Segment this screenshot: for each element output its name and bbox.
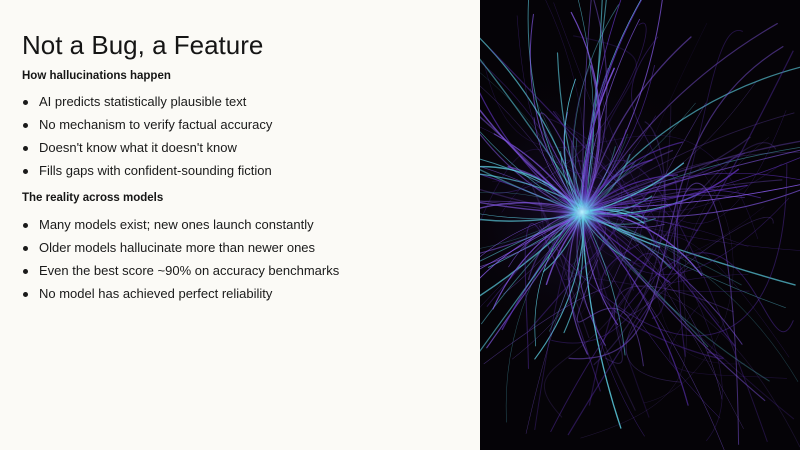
bullet-text: AI predicts statistically plausible text	[39, 94, 247, 109]
bullet-text: Older models hallucinate more than newer ones	[39, 240, 316, 255]
image-core-glow	[548, 178, 616, 246]
bullet-dot-icon	[23, 169, 28, 174]
bullet-text: Fills gaps with confident-sounding fiction	[39, 163, 272, 178]
bullet-text: Even the best score ~90% on accuracy benchmarks	[39, 263, 340, 278]
bullet-text: Doesn't know what it doesn't know	[39, 140, 237, 155]
bullet-item	[22, 262, 352, 280]
bullet-list-reality-across-models	[22, 216, 352, 308]
bullet-item	[22, 216, 352, 234]
bullet-text: No mechanism to verify factual accuracy	[39, 117, 273, 132]
neural-filaments-image	[480, 0, 800, 450]
bullet-dot-icon	[23, 100, 28, 105]
bullet-dot-icon	[23, 246, 28, 251]
bullet-list-how-hallucinations	[22, 93, 352, 185]
bullet-item	[22, 93, 352, 111]
neural-filaments-graphic	[480, 0, 800, 450]
bullet-text: Many models exist; new ones launch constantly	[39, 217, 314, 232]
bullet-dot-icon	[23, 292, 28, 297]
bullet-item	[22, 162, 352, 180]
bullet-item	[22, 116, 352, 134]
bullet-dot-icon	[23, 269, 28, 274]
section-heading-how-hallucinations: How hallucinations happen	[22, 70, 171, 82]
slide-title: Not a Bug, a Feature	[22, 30, 264, 60]
bullet-item	[22, 285, 352, 303]
bullet-dot-icon	[23, 146, 28, 151]
bullet-dot-icon	[23, 123, 28, 128]
bullet-item	[22, 239, 352, 257]
section-heading-reality-across-models: The reality across models	[22, 192, 164, 204]
bullet-text: No model has achieved perfect reliability	[39, 286, 273, 301]
bullet-item	[22, 139, 352, 157]
bullet-dot-icon	[23, 223, 28, 228]
